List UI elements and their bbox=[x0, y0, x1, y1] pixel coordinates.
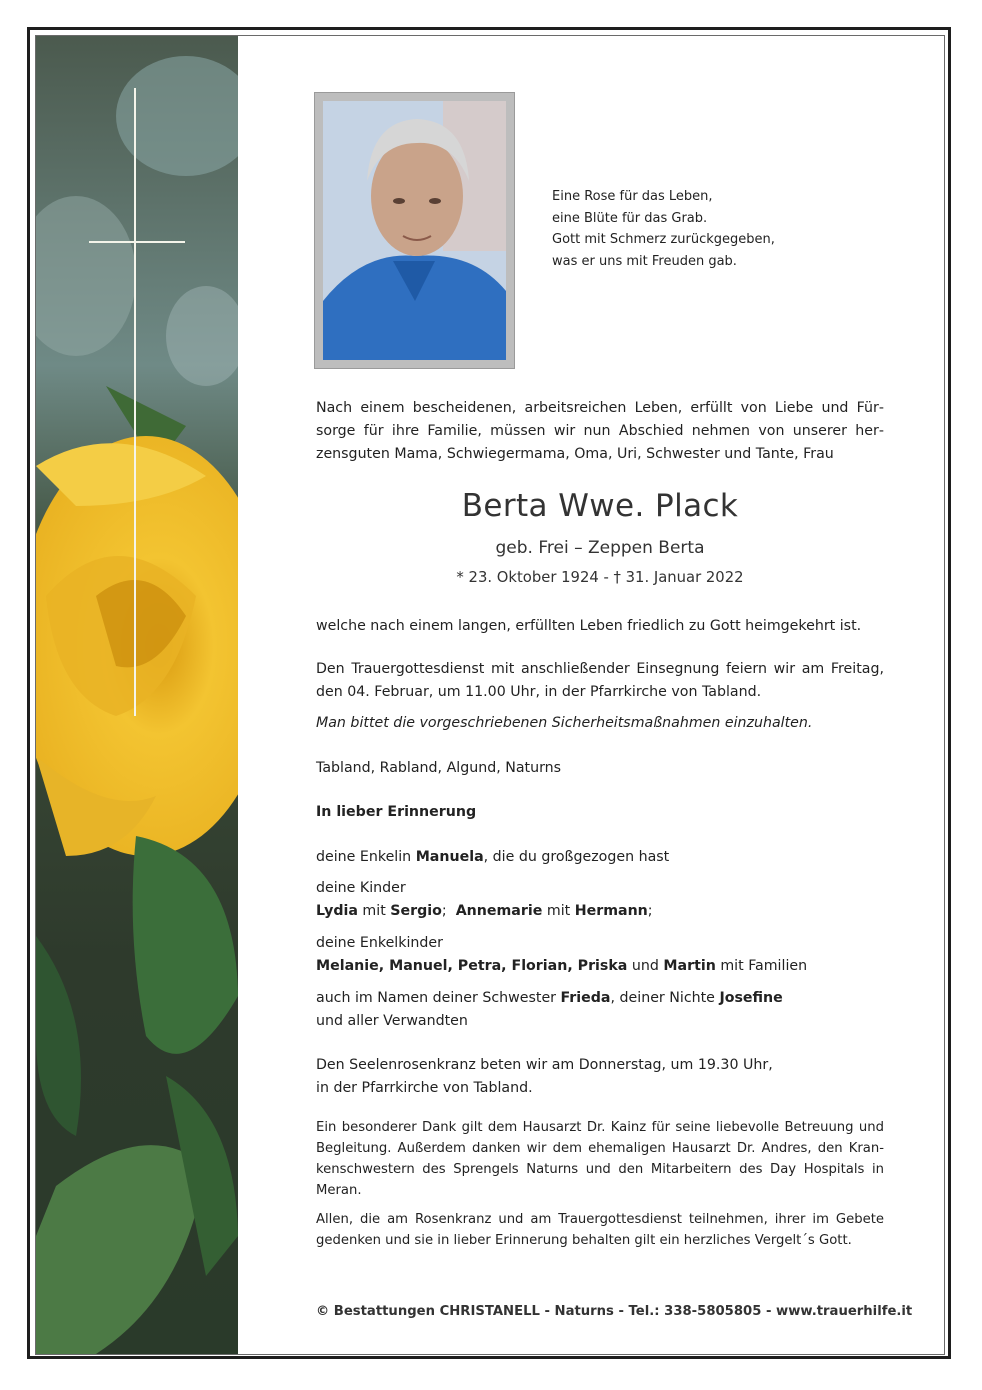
birth-name: geb. Frei – Zeppen Berta bbox=[495, 538, 705, 558]
portrait-photo bbox=[314, 92, 515, 369]
rosary-line: Den Seelenrosenkranz beten wir am Donnerstag, um 19.30 Uhr, bbox=[316, 1057, 773, 1073]
poem-line: Eine Rose für das Leben, bbox=[552, 189, 713, 204]
poem-line: Gott mit Schmerz zurückgegeben, bbox=[552, 232, 775, 247]
text: deine Enkelin bbox=[316, 849, 416, 865]
places-line: Tabland, Rabland, Algund, Naturns bbox=[316, 760, 562, 776]
text: mit Familien bbox=[715, 958, 808, 974]
deceased-name: Berta Wwe. Plack bbox=[461, 488, 739, 524]
children-label: deine Kinder bbox=[316, 880, 406, 896]
grandchildren-names bbox=[316, 955, 884, 978]
safety-note: Man bittet die vorgeschriebenen Sicherheitsmaßnahmen einzuhalten. bbox=[316, 715, 813, 731]
cross-vertical bbox=[134, 88, 136, 716]
life-dates: * 23. Oktober 1924 - † 31. Januar 2022 bbox=[456, 569, 744, 586]
peaceful-line: welche nach einem langen, erfüllten Leben friedlich zu Gott heimgekehrt ist. bbox=[316, 618, 862, 634]
name: Sergio bbox=[390, 903, 442, 919]
children-names bbox=[316, 900, 884, 923]
poem-line: was er uns mit Freuden gab. bbox=[552, 253, 737, 269]
text: ; bbox=[441, 903, 456, 919]
name: Annemarie bbox=[455, 903, 543, 919]
text: , die du großgezogen hast bbox=[483, 849, 670, 865]
text: ; bbox=[647, 903, 653, 919]
relatives-block bbox=[316, 987, 884, 1033]
rosary-line: in der Pfarrkirche von Tabland. bbox=[316, 1080, 533, 1096]
text: und bbox=[627, 958, 664, 974]
name: Lydia bbox=[316, 903, 358, 919]
text: auch im Namen deiner Schwester bbox=[316, 990, 561, 1006]
memory-heading: In lieber Erinnerung bbox=[316, 804, 477, 820]
footer-contact: © Bestattungen CHRISTANELL - Naturns - Tel.: 338-5805805 - www.trauerhilfe.it bbox=[316, 1304, 913, 1319]
text: , deiner Nichte bbox=[610, 990, 720, 1006]
grandchildren-block bbox=[316, 932, 884, 978]
intro-paragraph: Nach einem bescheidenen, arbeitsreichen Leben, erfüllt von Liebe und Fürsorge für ihre Familie, müssen wir nun Abschied nehmen von unserer herzensguten Mama, Schwiegermama, Oma, Uri, Schwester und Tante, Frau bbox=[316, 400, 884, 462]
rosary-block bbox=[316, 1054, 884, 1100]
name: Josefine bbox=[719, 990, 783, 1006]
text: mit bbox=[542, 903, 575, 919]
grandchildren-label: deine Enkelkinder bbox=[316, 935, 443, 951]
poem-line: eine Blüte für das Grab. bbox=[552, 210, 708, 226]
relatives-line bbox=[316, 987, 884, 1010]
cross-horizontal bbox=[89, 241, 185, 243]
name: Manuela bbox=[415, 849, 484, 865]
rose-image bbox=[36, 36, 238, 1354]
granddaughter-line bbox=[316, 846, 884, 869]
name: Martin bbox=[663, 958, 716, 974]
thanks-paragraph-2: Allen, die am Rosenkranz und am Trauergottesdienst teilnehmen, ihrer im Gebete gedenken und sie in lieber Erinnerung behalten gilt ein herzliches Vergelt´s Gott. bbox=[316, 1212, 884, 1248]
text: mit bbox=[357, 903, 391, 919]
name: Hermann bbox=[574, 903, 648, 919]
service-paragraph: Den Trauergottesdienst mit anschließender Einsegnung feiern wir am Freitag, den 04. Februar, um 11.00 Uhr, in der Pfarrkirche von Tabland. bbox=[316, 661, 884, 700]
poem bbox=[552, 186, 775, 272]
children-block bbox=[316, 877, 884, 923]
thanks-paragraph: Ein besonderer Dank gilt dem Hausarzt Dr. Kainz für seine liebevolle Betreuung und Begleitung. Außerdem danken wir dem ehemaligen Hausarzt Dr. Andres, den Krankenschwestern des Sprengels Naturns und den Mitarbeitern des Day Hospitals in Meran. bbox=[316, 1120, 884, 1198]
names: Melanie, Manuel, Petra, Florian, Priska bbox=[316, 958, 628, 974]
relatives-line2: und aller Verwandten bbox=[316, 1013, 468, 1029]
name: Frieda bbox=[560, 990, 611, 1006]
